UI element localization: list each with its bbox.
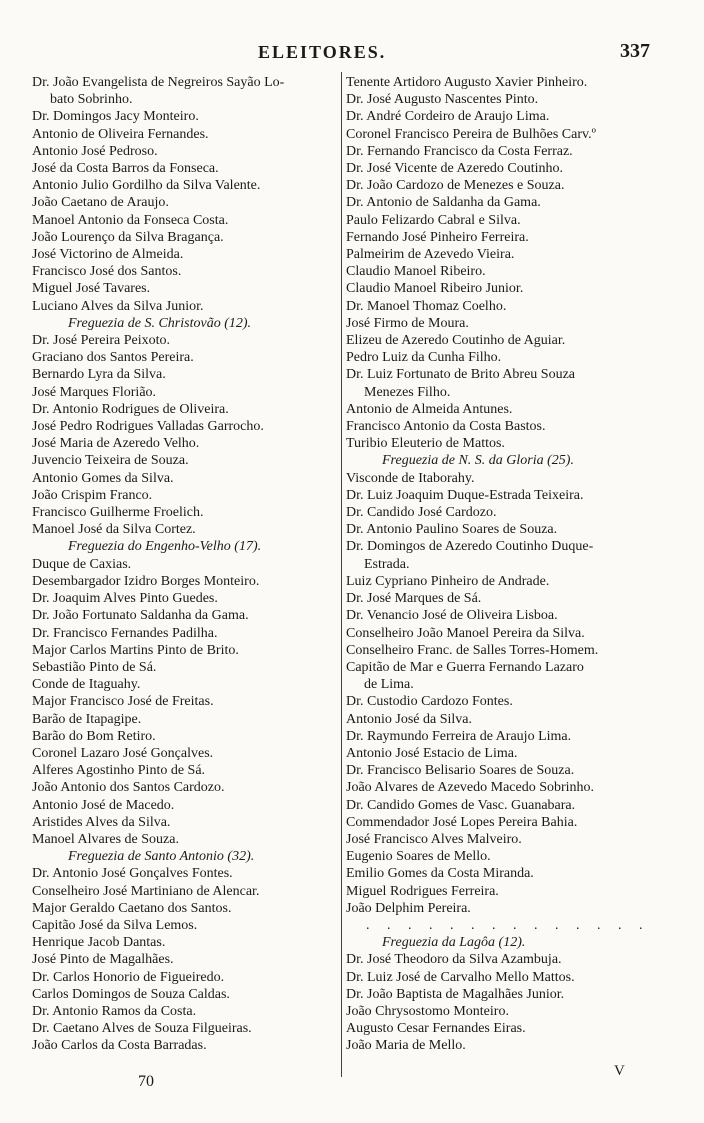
elector-entry: Conselheiro João Manoel Pereira da Silva. [346,625,585,641]
elector-entry: José Marques Florião. [32,384,157,400]
page-number: 337 [620,40,650,62]
elector-entry: Paulo Felizardo Cabral e Silva. [346,212,521,228]
elector-entry: Desembargador Izidro Borges Monteiro. [32,573,260,589]
elector-entry: Antonio de Almeida Antunes. [346,401,513,417]
elector-entry: Dr. Antonio Rodrigues de Oliveira. [32,401,229,417]
elector-entry: Tenente Artidoro Augusto Xavier Pinheiro. [346,75,588,90]
elector-entry: Dr. José Theodoro da Silva Azambuja. [346,952,562,968]
elector-entry: Palmeirim de Azevedo Vieira. [346,247,515,263]
elector-entry: Dr. Carlos Honorio de Figueiredo. [32,969,225,985]
column-divider [341,72,342,1077]
elector-entry-continuation: Estrada. [364,556,410,572]
elector-entry: Dr. Francisco Fernandes Padilha. [32,625,218,641]
elector-entry: Capitão José da Silva Lemos. [32,917,198,933]
elector-entry: Graciano dos Santos Pereira. [32,350,194,366]
parish-heading: Freguezia de N. S. da Gloria (25). [382,453,574,469]
parish-heading: Freguezia de Santo Antonio (32). [68,849,255,865]
page-title: ELEITORES. [258,42,387,62]
elector-entry: Dr. Francisco Belisario Soares de Souza. [346,763,575,779]
elector-entry: Major Carlos Martins Pinto de Brito. [32,642,239,658]
elector-entry: Dr. André Cordeiro de Araujo Lima. [346,109,550,125]
elector-entry: João Lourenço da Silva Bragança. [32,229,224,245]
elector-entry: João Alvares de Azevedo Macedo Sobrinho. [346,780,595,796]
page-header [0,38,704,68]
elector-entry: Dr. João Cardozo de Menezes e Souza. [346,178,565,194]
elector-entry: Dr. Domingos Jacy Monteiro. [32,109,199,125]
elector-entry: Luiz Cypriano Pinheiro de Andrade. [346,573,550,589]
elector-entry: Dr. José Augusto Nascentes Pinto. [346,92,539,108]
elector-entry: Dr. Luiz Joaquim Duque-Estrada Teixeira. [346,487,584,503]
elector-entry: Commendador José Lopes Pereira Bahia. [346,814,578,830]
elector-entry: Pedro Luiz da Cunha Filho. [346,350,502,366]
elector-entry: Dr. José Pereira Peixoto. [32,333,171,349]
elector-entry: Francisco José dos Santos. [32,264,182,280]
elector-entry: Dr. Candido Gomes de Vasc. Guanabara. [346,797,576,813]
elector-entry: Claudio Manoel Ribeiro. [346,264,486,280]
elector-entry: Antonio José de Macedo. [32,797,175,813]
elector-entry: Conde de Itaguahy. [32,677,141,693]
parish-heading: Freguezia de S. Christovão (12). [68,315,252,331]
folio-number: 70 [138,1073,154,1090]
elector-entry: Henrique Jacob Dantas. [32,935,166,951]
elector-entry: Antonio Gomes da Silva. [32,470,174,486]
elector-entry: Dr. Custodio Cardozo Fontes. [346,694,513,710]
elector-entry: Dr. Antonio Paulino Soares de Souza. [346,522,558,538]
elector-entry: Bernardo Lyra da Silva. [32,367,166,383]
elector-entry: Emilio Gomes da Costa Miranda. [346,866,534,882]
elector-entry: José Maria de Azeredo Velho. [32,436,200,452]
elector-entry: José Victorino de Almeida. [32,247,184,263]
elector-entry: Dr. Domingos de Azeredo Coutinho Duque- [346,539,594,555]
elector-entry: Fernando José Pinheiro Ferreira. [346,229,529,245]
signature-mark: V [614,1063,625,1079]
elector-entry: Antonio José da Silva. [346,711,472,727]
elector-entry: Major Geraldo Caetano dos Santos. [32,900,232,916]
elector-entry: Dr. José Vicente de Azeredo Coutinho. [346,161,564,177]
elector-entry: Eugenio Soares de Mello. [346,849,491,865]
elector-entry: Francisco Guilherme Froelich. [32,505,204,521]
elector-entry: Visconde de Itaborahy. [346,470,475,486]
elector-entry: João Crispim Franco. [32,487,153,503]
elector-entry: João Carlos da Costa Barradas. [32,1038,207,1054]
elector-entry: Dr. Antonio de Saldanha da Gama. [346,195,541,211]
parish-heading: Freguezia do Engenho-Velho (17). [68,539,262,555]
elector-entry: Dr. Antonio José Gonçalves Fontes. [32,866,233,882]
elector-entry: Claudio Manoel Ribeiro Junior. [346,281,524,297]
elector-entry: Antonio Julio Gordilho da Silva Valente. [32,178,261,194]
elector-entry: José Firmo de Moura. [346,315,469,331]
elector-entry: João Delphim Pereira. [346,900,471,916]
elector-entry: Manoel José da Silva Cortez. [32,522,196,538]
elector-entry: Manoel Alvares de Souza. [32,831,179,847]
elector-entry: José Francisco Alves Malveiro. [346,831,522,847]
elector-entry: Antonio de Oliveira Fernandes. [32,126,209,142]
elector-entry: Miguel Rodrigues Ferreira. [346,883,499,899]
elector-entry: Dr. Antonio Ramos da Costa. [32,1003,197,1019]
elector-entry: Francisco Antonio da Costa Bastos. [346,419,546,435]
elector-entry: Turibio Eleuterio de Mattos. [346,436,505,452]
elector-entry: Juvencio Teixeira de Souza. [32,453,189,469]
elector-entry: José da Costa Barros da Fonseca. [32,161,219,177]
elector-entry: Duque de Caxias. [32,556,132,572]
elector-entry: Antonio José Pedroso. [32,143,158,159]
elector-entry: José Pinto de Magalhães. [32,952,174,968]
elector-entry: Capitão de Mar e Guerra Fernando Lazaro [346,659,584,675]
elector-entry: Elizeu de Azeredo Coutinho de Aguiar. [346,333,566,349]
elector-entry: Dr. Caetano Alves de Souza Filgueiras. [32,1021,252,1037]
dot-leader: . . . . . . . . . . . . . . [366,917,650,933]
elector-entry-continuation: bato Sobrinho. [50,92,133,108]
elector-entry: Luciano Alves da Silva Junior. [32,298,204,314]
elector-entry: Miguel José Tavares. [32,281,151,297]
elector-entry: João Maria de Mello. [346,1038,466,1054]
elector-entry: Dr. Luiz Fortunato de Brito Abreu Souza [346,367,576,383]
elector-entry: Dr. Venancio José de Oliveira Lisboa. [346,608,558,624]
right-column [346,74,692,1055]
elector-entry: Carlos Domingos de Souza Caldas. [32,986,230,1002]
elector-entry: Aristides Alves da Silva. [32,814,171,830]
elector-entry: Dr. Luiz José de Carvalho Mello Mattos. [346,969,575,985]
elector-entry: Major Francisco José de Freitas. [32,694,214,710]
left-column [32,74,337,1055]
elector-entry: Coronel Francisco Pereira de Bulhões Carv.º [346,126,596,142]
elector-entry-continuation: Menezes Filho. [364,384,451,400]
elector-entry: Dr. João Fortunato Saldanha da Gama. [32,608,249,624]
elector-entry: Barão de Itapagipe. [32,711,142,727]
elector-entry: Dr. Candido José Cardozo. [346,505,497,521]
parish-heading: Freguezia da Lagôa (12). [382,935,526,951]
elector-entry: Antonio José Estacio de Lima. [346,745,518,761]
elector-entry: Dr. Raymundo Ferreira de Araujo Lima. [346,728,572,744]
elector-entry: Coronel Lazaro José Gonçalves. [32,745,214,761]
elector-entry: João Chrysostomo Monteiro. [346,1003,509,1019]
elector-entry: Dr. Joaquim Alves Pinto Guedes. [32,591,218,607]
elector-entry: Dr. José Marques de Sá. [346,591,482,607]
elector-entry-continuation: de Lima. [364,677,414,693]
elector-entry: Conselheiro Franc. de Salles Torres-Homem. [346,642,599,658]
elector-entry: João Antonio dos Santos Cardozo. [32,780,225,796]
elector-entry: Alferes Agostinho Pinto de Sá. [32,763,206,779]
elector-entry: Dr. João Baptista de Magalhães Junior. [346,986,565,1002]
elector-entry: Manoel Antonio da Fonseca Costa. [32,212,229,228]
elector-entry: José Pedro Rodrigues Valladas Garrocho. [32,419,264,435]
elector-entry: Conselheiro José Martiniano de Alencar. [32,883,260,899]
elector-entry: João Caetano de Araujo. [32,195,169,211]
elector-entry: Dr. Manoel Thomaz Coelho. [346,298,507,314]
elector-entry: Barão do Bom Retiro. [32,728,156,744]
elector-entry: Dr. João Evangelista de Negreiros Sayão Lo- [32,75,285,90]
elector-entry: Augusto Cesar Fernandes Eiras. [346,1021,526,1037]
elector-entry: Dr. Fernando Francisco da Costa Ferraz. [346,143,573,159]
elector-entry: Sebastião Pinto de Sá. [32,659,157,675]
